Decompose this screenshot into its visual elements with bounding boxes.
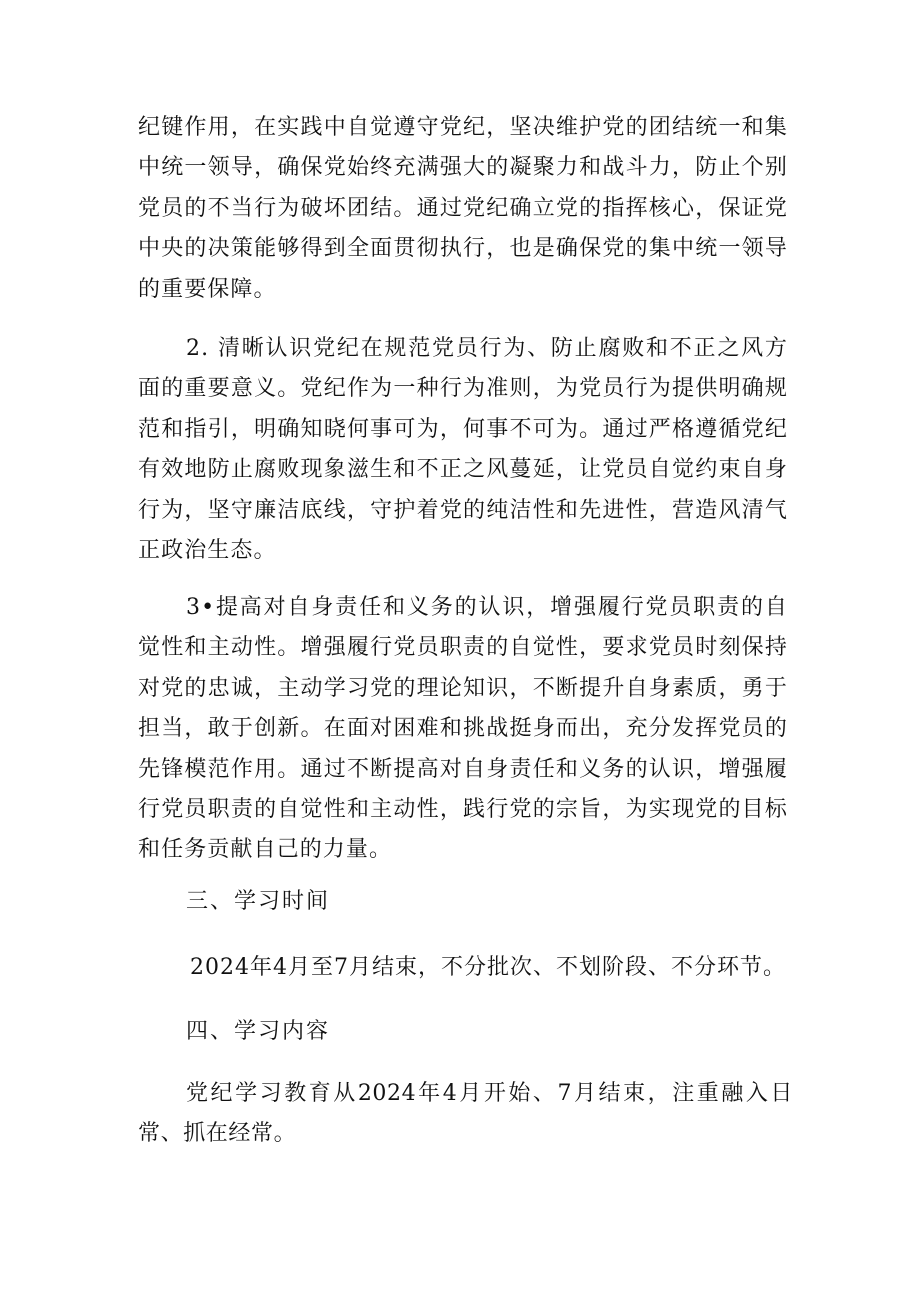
paragraph-study-content: 党纪学习教育从2024年4月开始、7月结束，注重融入日常、抓在经常。 [138, 1081, 793, 1147]
paragraph-point-3: 3•提高对自身责任和义务的认识，增强履行党员职责的自觉性和主动性。增强履行党员职责的自觉性，要求党员时刻保持对党的忠诚，主动学习党的理论知识，不断提升自身素质，勇于担当，敢于创新。在面对困难和挑战挺身而出，充分发挥党员的先锋模范作用。通过不断提高对自身责任和义务的认识，增强履行党员职责的自觉性和主动性，践行党的宗旨，为实现党的目标和任务贡献自己的力量。 [138, 595, 788, 863]
paragraph-study-time: 2024年4月至7月结束，不分批次、不划阶段、不分环节。 [190, 955, 786, 980]
section-heading-study-content: 四、学习内容 [186, 1019, 331, 1044]
paragraph-point-2: 2. 清晰认识党纪在规范党员行为、防止腐败和不正之风方面的重要意义。党纪作为一种行为准则，为党员行为提供明确规范和指引，明确知晓何事可为，何事不可为。通过严格遵循党纪有效地防止腐败现象滋生和不正之风蔓延，让党员自觉约束自身行为，坚守廉洁底线，守护着党的纯洁性和先进性，营造风清气正政治生态。 [138, 336, 788, 564]
section-heading-study-time: 三、学习时间 [186, 889, 331, 914]
paragraph-party-unity: 纪键作用，在实践中自觉遵守党纪，坚决维护党的团结统一和集中统一领导，确保党始终充满强大的凝聚力和战斗力，防止个别党员的不当行为破坏团结。通过党纪确立党的指挥核心，保证党中央的决策能够得到全面贯彻执行，也是确保党的集中统一领导的重要保障。 [138, 115, 788, 302]
